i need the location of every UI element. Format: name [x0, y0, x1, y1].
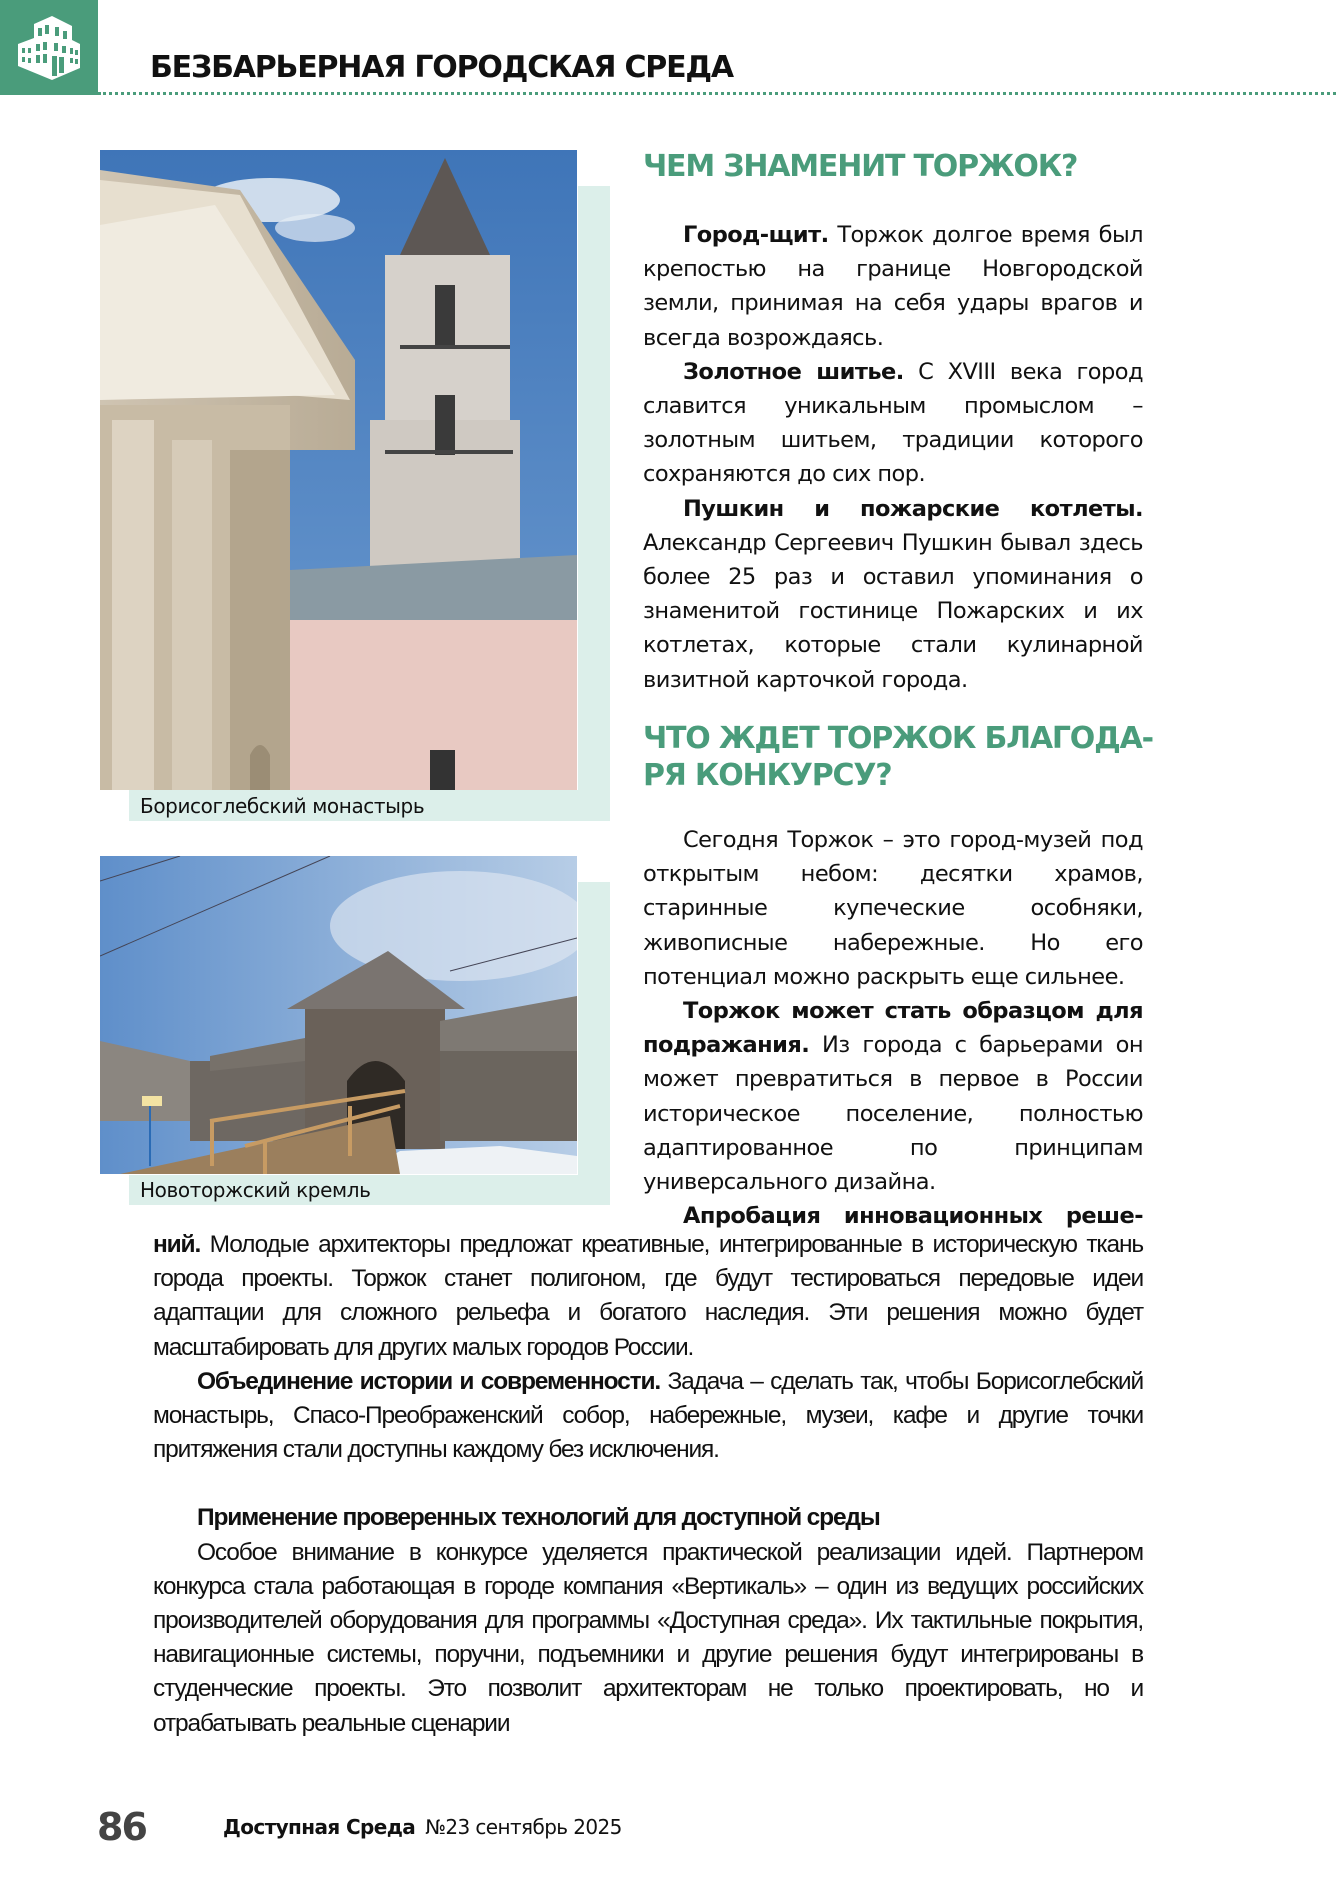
section-heading: ЧЕМ ЗНАМЕНИТ ТОРЖОК?: [643, 149, 1078, 184]
paragraph: Золотное шитье. С XVIII века город славится уникальным промыслом – золотным шитьем, традиции которого сохраняются до сих пор.: [643, 358, 1143, 488]
section-logo: [0, 0, 98, 95]
paragraph: Объединение истории и современности. Задача – сделать так, чтобы Борисоглебский монастырь, Спасо-Преображенский собор, набережные, музеи, кафе и другие точки притяжения стали доступны каждому без исключения.: [153, 1367, 1143, 1464]
header-divider: [98, 92, 1336, 95]
paragraph: Пушкин и пожарские котлеты. Александр Сергеевич Пушкин бывал здесь более 25 раз и оставил упоминания о знаменитой гостинице Пожарских и их котлетах, которые стали кулинарной визитной карточкой города.: [643, 495, 1143, 693]
full-width-body: [153, 1228, 1143, 1741]
section2-body: [643, 823, 1143, 1233]
subheading: Применение проверенных технологий для доступной среды: [197, 1504, 880, 1532]
building-icon: [10, 10, 88, 85]
heading-line: ЧТО ЖДЕТ ТОРЖОК БЛАГОДА-: [643, 721, 1153, 756]
paragraph: Город-щит. Торжок долгое время был крепостью на границе Новгородской земли, принимая на себя удары врагов и всегда возрождаясь.: [643, 222, 1143, 351]
kremlin-photo: [100, 856, 577, 1174]
magazine-title: Доступная Среда: [223, 1815, 416, 1839]
paragraph: Апробация инновационных реше-: [683, 1203, 1143, 1230]
paragraph: Особое внимание в конкурсе уделяется практической реализации идей. Партнером конкурса стала работающая в городе компания «Вертикаль» – один из ведущих российских производителей оборудования для программы «Доступная среда». Их тактильные покрытия, навигационные системы, поручни, подъемники и другие решения будут интегрированы в студенческие проекты. Это позволит архитекторам не только проектировать, но и отрабатывать реальные сценарии: [153, 1538, 1143, 1737]
page-number: 86: [97, 1805, 146, 1849]
magazine-info: [223, 1815, 622, 1839]
paragraph: Торжок может стать образцом для подражания. Из города с барьерами он может превратиться в первое в России историческое поселение, полностью адаптированное по принципам универсального дизайна.: [643, 998, 1143, 1196]
photo-backdrop-panel: [578, 882, 610, 1205]
paragraph: Сегодня Торжок – это город-музей под открытым небом: десятки храмов, старинные купеческие особняки, живописные набережные. Но его потенциал можно раскрыть еще сильнее.: [643, 827, 1143, 990]
section-heading: [643, 720, 1153, 794]
heading-line: РЯ КОНКУРСУ?: [643, 758, 892, 793]
monastery-photo: [100, 150, 577, 790]
photo-caption: Борисоглебский монастырь: [140, 794, 425, 818]
section1-body: [643, 218, 1143, 697]
issue-info: №23 сентябрь 2025: [425, 1815, 622, 1839]
section-title: БЕЗБАРЬЕРНАЯ ГОРОДСКАЯ СРЕДА: [150, 50, 733, 85]
paragraph: ний. Молодые архитекторы предложат креативные, интегрированные в историческую ткань города проекты. Торжок станет полигоном, где будут тестироваться передовые идеи адаптации для сложного рельефа и богатого наследия. Эти решения можно будет масштабировать для других малых городов России.: [153, 1231, 1143, 1361]
photo-caption: Новоторжский кремль: [140, 1178, 371, 1202]
photo-backdrop-panel: [578, 186, 610, 821]
